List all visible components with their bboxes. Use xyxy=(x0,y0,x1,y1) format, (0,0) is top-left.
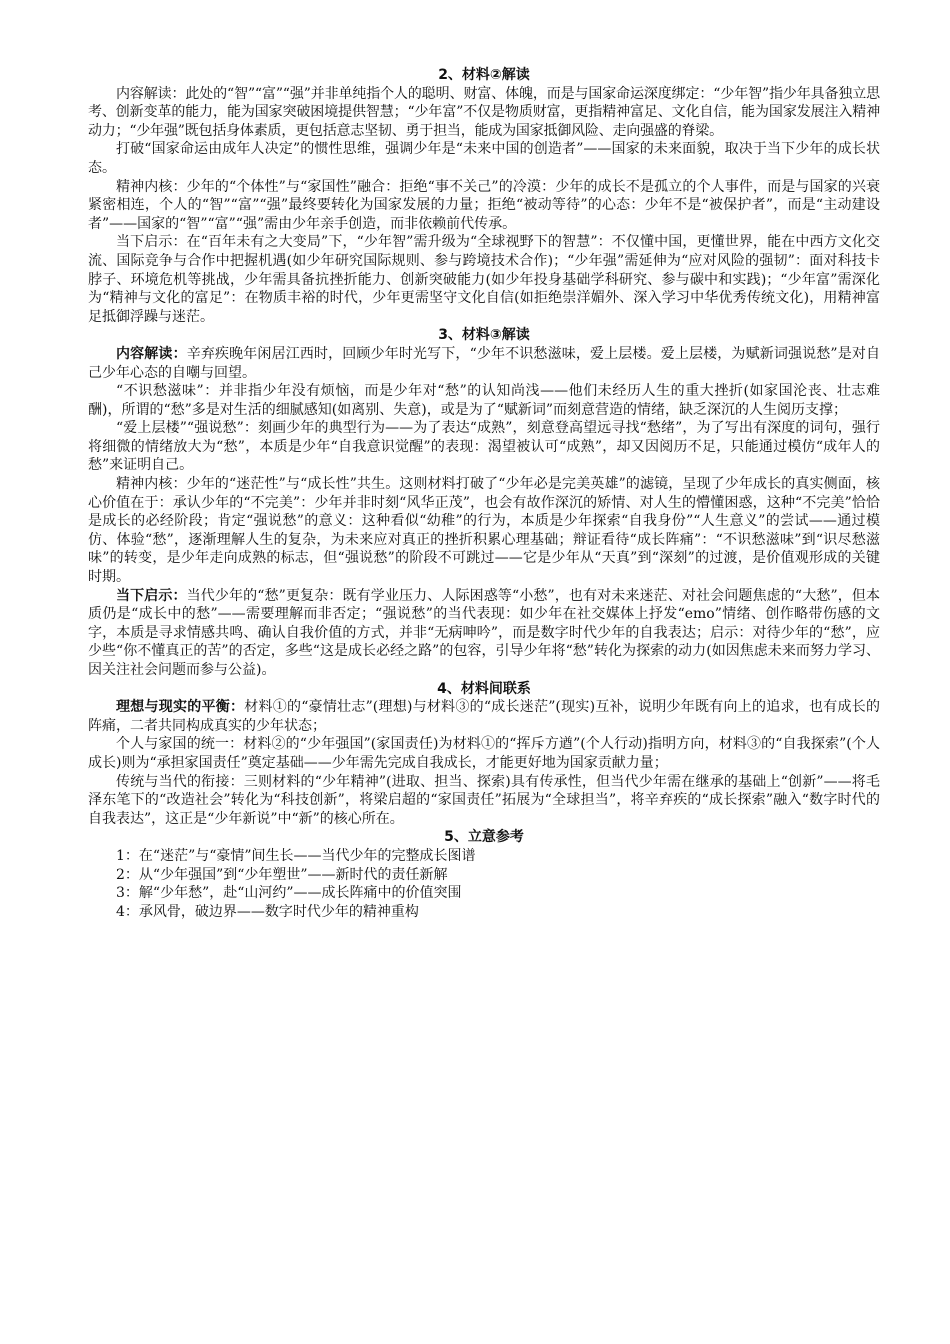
section-3-insight-lead: 当下启示： xyxy=(116,587,187,604)
section-3-heading: 3、材料③解读 xyxy=(438,327,530,344)
section-2-current-insight: 当下启示：在“百年未有之大变局”下，“少年智”需升级为“全球视野下的智慧”：不仅懂中国，更懂世界，能在中西方文化交流、国际竞争与合作中把握机遇(如少年研究国际规则、参与跨境技术合作)；“少年强”需延伸为“应对风险的强韧”：面对科技卡脖子、环境危机等挑战，少年需具备抗挫折能力、创新突破能力(如少年投身基础学科研究、参与碳中和实践)；“少年富”需深化为“精神与文化的富足”：在物质丰裕的时代，少年更需坚守文化自信(如拒绝崇洋媚外、深入学习中华优秀传统文化)，用精神富足抵御浮躁与迷茫。 xyxy=(88,234,880,325)
section-4-ideal-lead: 理想与现实的平衡： xyxy=(116,699,245,716)
theme-list xyxy=(88,847,880,921)
section-3-content-lead: 内容解读： xyxy=(116,345,187,362)
section-4-ideal-text: 材料①的“豪情壮志”(理想)与材料③的“成长迷茫”(现实)互补，说明少年既有向上的追求，也有成长的阵痛，二者共同构成真实的少年状态； xyxy=(88,699,880,734)
list-item: 4：承风骨，破边界——数字时代少年的精神重构 xyxy=(116,903,419,920)
section-5-heading: 5、立意参考 xyxy=(444,829,524,846)
section-3-insight-text: 当代少年的“愁”更复杂：既有学业压力、人际困惑等“小愁”，也有对未来迷茫、对社会问题焦虑的“大愁”，但本质仍是“成长中的愁”——需要理解而非否定；“强说愁”的当代表现：如少年在社交媒体上抒发“emo”情绪、创作略带伤感的文字，本质是寻求情感共鸣、确认自我价值的方式，并非“无病呻吟”，而是数字时代少年的自我表达；启示：对待少年的“愁”，应少些“你不懂真正的苦”的否定，多些“这是成长必经之路”的包容，引导少年将“愁”转化为探索的动力(如因焦虑未来而努力学习、因关注社会问题而参与公益)。 xyxy=(88,587,880,678)
section-4-ideal-reality xyxy=(88,698,880,735)
section-4-individual-nation: 个人与家国的统一：材料②的“少年强国”(家国责任)为材料①的“挥斥方遒”(个人行动)指明方向，材料③的“自我探索”(个人成长)则为“承担家国责任”奠定基础——少年需先完成自我成长，才能更好地为国家贡献力量； xyxy=(88,736,880,771)
section-2-content-reading: 内容解读：此处的“智”“富”“强”并非单纯指个人的聪明、财富、体魄，而是与国家命运深度绑定：“少年智”指少年具备独立思考、创新变革的能力，能为国家突破困境提供智慧；“少年富”不仅是物质财富，更指精神富足、文化自信，能为国家发展注入精神动力；“少年强”既包括身体素质，更包括意志坚韧、勇于担当，能成为国家抵御风险、走向强盛的脊梁。 xyxy=(88,85,880,139)
list-item: 1：在“迷茫”与“豪情”间生长——当代少年的完整成长图谱 xyxy=(116,847,476,864)
section-3-spiritual-core: 精神内核：少年的“迷茫性”与“成长性”共生。这则材料打破了“少年必是完美英雄”的滤镜，呈现了少年成长的真实侧面，核心价值在于：承认少年的“不完美”：少年并非时刻“风华正茂”，也会有故作深沉的矫情、对人生的懵懂困惑，这种“不完美”恰恰是成长的必经阶段；肯定“强说愁”的意义：这种看似“幼稚”的行为，本质是少年探索“自我身份”“人生意义”的尝试——通过模仿、体验“愁”，逐渐理解人生的复杂，为未来应对真正的挫折积累心理基础；辩证看待“成长阵痛”：“不识愁滋味”到“识尽愁滋味”的转变，是少年走向成熟的标志，但“强说愁”的阶段不可跳过——它是少年从“天真”到“深刻”的过渡，是价值观形成的关键时期。 xyxy=(88,476,880,586)
document-page xyxy=(88,66,880,921)
section-2-heading: 2、材料②解读 xyxy=(438,67,530,83)
section-3-not-knowing-sorrow: “不识愁滋味”：并非指少年没有烦恼，而是少年对“愁”的认知尚浅——他们未经历人生的重大挫折(如家国沦丧、壮志难酬)，所谓的“愁”多是对生活的细腻感知(如离别、失意)，或是为了“赋新词”而刻意营造的情绪，缺乏深沉的人生阅历支撑； xyxy=(88,383,880,418)
section-3-current-insight xyxy=(88,587,880,680)
section-4-tradition-modern: 传统与当代的衔接：三则材料的“少年精神”(进取、担当、探索)具有传承性，但当代少年需在继承的基础上“创新”——将毛泽东笔下的“改造社会”转化为“科技创新”，将梁启超的“家国责任”拓展为“全球担当”，将辛弃疾的“成长探索”融入“数字时代的自我表达”，这正是“少年新说”中“新”的核心所在。 xyxy=(88,773,880,827)
list-item: 2：从“少年强国”到“少年塑世”——新时代的责任新解 xyxy=(116,866,448,883)
section-4-heading: 4、材料间联系 xyxy=(437,680,531,697)
list-item: 3：解“少年愁”，赴“山河约”——成长阵痛中的价值突围 xyxy=(116,885,462,902)
section-3-content-reading xyxy=(88,345,880,382)
section-2-mindset-break: 打破“国家命运由成年人决定”的惯性思维，强调少年是“未来中国的创造者”——国家的未来面貌，取决于当下少年的成长状态。 xyxy=(88,141,880,176)
section-3-climbing-tower: “爱上层楼”“强说愁”：刻画少年的典型行为——为了表达“成熟”，刻意登高望远寻找“愁绪”，为了写出有深度的词句，强行将细微的情绪放大为“愁”，本质是少年“自我意识觉醒”的表现：渴望被认可“成熟”，却又因阅历不足，只能通过模仿“成年人的愁”来证明自己。 xyxy=(88,420,880,474)
section-3-content-text: 辛弃疾晚年闲居江西时，回顾少年时光写下，“少年不识愁滋味，爱上层楼。爱上层楼，为赋新词强说愁”是对自己少年心态的自嘲与回望。 xyxy=(88,345,881,381)
section-2-spiritual-core: 精神内核：少年的“个体性”与“家国性”融合：拒绝“事不关己”的冷漠：少年的成长不是孤立的个人事件，而是与国家的兴衰紧密相连，个人的“智”“富”“强”最终要转化为国家发展的力量；拒绝“被动等待”的心态：少年不是“被保护者”，而是“主动建设者”——国家的“智”“富”“强”需由少年亲手创造，而非依赖前代传承。 xyxy=(88,178,880,232)
